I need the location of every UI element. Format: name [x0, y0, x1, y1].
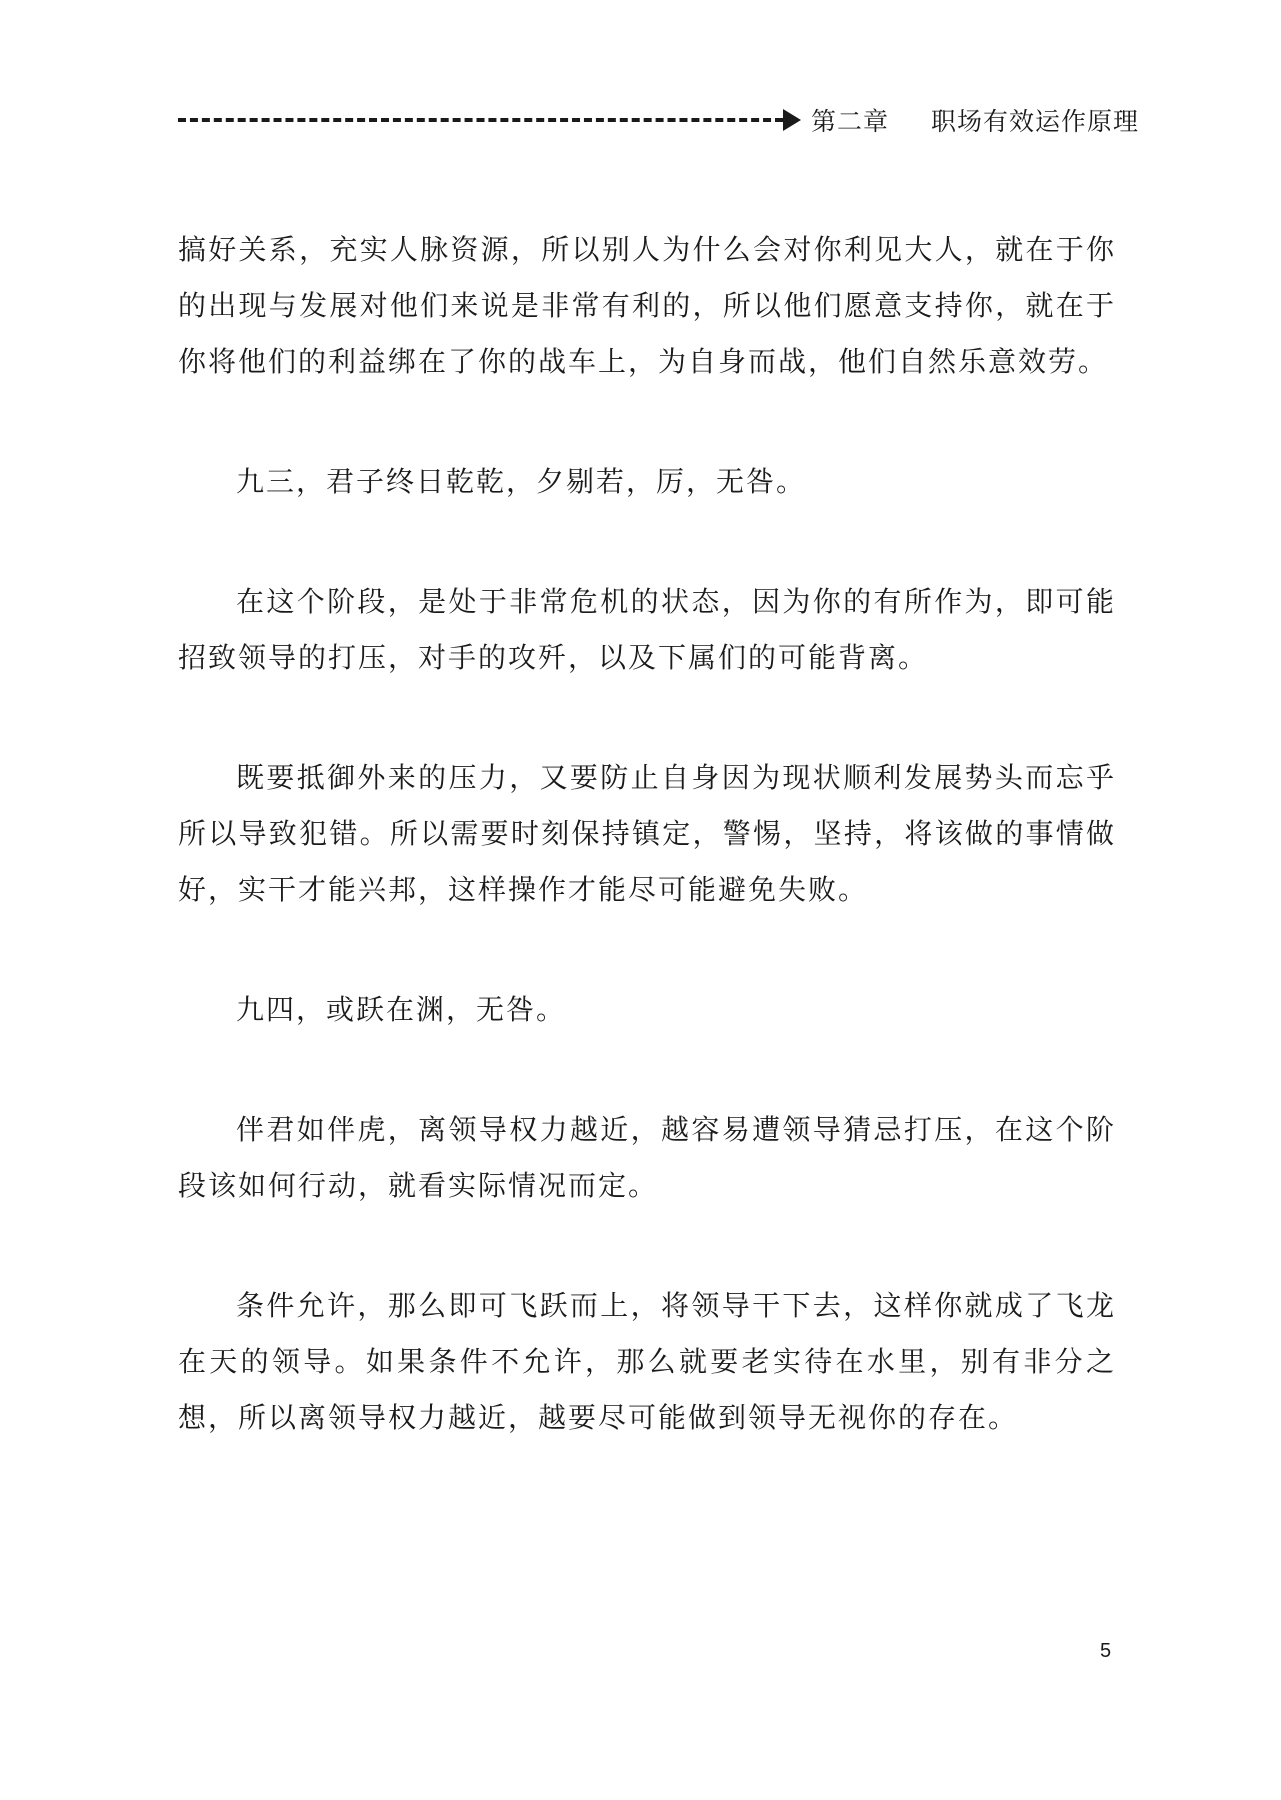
body-text — [178, 222, 1116, 1446]
paragraph-3: 在这个阶段，是处于非常危机的状态，因为你的有所作为，即可能招致领导的打压，对手的攻歼，以及下属们的可能背离。 — [178, 585, 1116, 674]
header-title: 职场有效运作原理 — [931, 107, 1140, 136]
paragraph-1: 搞好关系，充实人脉资源，所以别人为什么会对你利见大人，就在于你的出现与发展对他们来说是非常有利的，所以他们愿意支持你，就在于你将他们的利益绑在了你的战车上，为自身而战，他们自然乐意效劳。 — [178, 233, 1116, 378]
page-number: 5 — [1100, 1640, 1112, 1662]
paragraph-7: 条件允许，那么即可飞跃而上，将领导干下去，这样你就成了飞龙在天的领导。如果条件不允许，那么就要老实待在水里，别有非分之想，所以离领导权力越近，越要尽可能做到领导无视你的存在。 — [178, 1289, 1116, 1434]
paragraph-5: 九四，或跃在渊，无咎。 — [236, 993, 567, 1026]
paragraph-6: 伴君如伴虎，离领导权力越近，越容易遭领导猜忌打压，在这个阶段该如何行动，就看实际情况而定。 — [178, 1113, 1116, 1202]
running-header — [178, 100, 1140, 140]
header-chapter: 第二章 — [811, 107, 890, 136]
arrow-right-icon — [783, 109, 801, 131]
paragraph-4: 既要抵御外来的压力，又要防止自身因为现状顺利发展势头而忘乎所以导致犯错。所以需要时刻保持镇定，警惕，坚持，将该做的事情做好，实干才能兴邦，这样操作才能尽可能避免失败。 — [178, 761, 1116, 906]
paragraph-2: 九三，君子终日乾乾，夕剔若，厉，无咎。 — [236, 465, 807, 498]
dashed-rule — [178, 118, 783, 122]
